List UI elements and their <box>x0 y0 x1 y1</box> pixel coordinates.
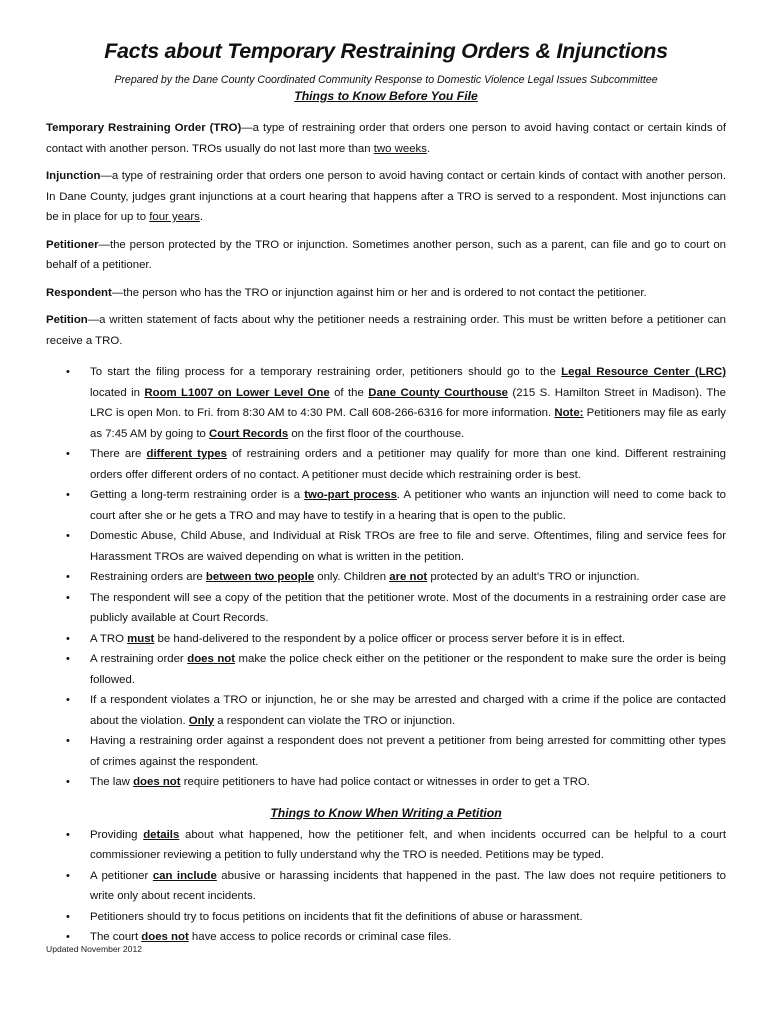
list-text: . A petitioner who wants an injunction will need to come back to court after she or he gets a TRO and may have to testify in a hearing that is open to the public. <box>90 489 726 522</box>
bullet-icon: • <box>66 776 70 788</box>
definition-petition <box>46 310 726 351</box>
list-item <box>46 927 726 948</box>
list-text: Providing <box>90 828 144 841</box>
list-text: a respondent can violate the TRO or injunction. <box>214 714 456 727</box>
list-text: on the first floor of the courthouse. <box>288 427 465 440</box>
list-text: Restraining orders are <box>90 571 206 583</box>
list-text: be hand-delivered to the respondent by a police officer or process server before it is in effect. <box>154 632 626 645</box>
bullet-icon: • <box>66 828 70 841</box>
definition-text: —the person who has the TRO or injunction against him or her and is ordered to not contact the petitioner. <box>111 286 647 299</box>
definition-text: —a type of restraining order that orders one person to avoid having contact or certain kinds of contact with another person. In Dane County, judges grant injunctions at a court hearing that happens after a TRO is served to a respondent. Most injunctions can be in place for up to <box>46 170 726 223</box>
bullet-icon: • <box>66 571 70 583</box>
list-item <box>46 649 726 690</box>
document-page <box>46 36 726 948</box>
list-text: The law <box>90 776 134 788</box>
bullet-icon: • <box>66 632 70 645</box>
emphasis-text: does not <box>141 931 189 943</box>
list-item <box>46 526 726 567</box>
list-text: require petitioners to have had police contact or witnesses in order to get a TRO. <box>180 776 590 788</box>
bullet-icon: • <box>66 694 70 706</box>
list-text: Petitioners should try to focus petitions on incidents that fit the definitions of abuse or harassment. <box>90 910 583 923</box>
bullet-icon: • <box>66 530 70 542</box>
definition-tail: . <box>426 142 431 155</box>
list-item <box>46 629 726 650</box>
bullet-icon: • <box>66 489 70 501</box>
list-text: (215 S. Hamilton Street in Madison). The LRC is open Mon. to Fri. from 8:30 AM to 4:30 PM. Call 608-266-6316 for more information. <box>90 386 726 419</box>
list-text: only. Children <box>314 571 390 583</box>
list-item <box>46 485 726 526</box>
bullet-icon: • <box>66 869 70 882</box>
definition-text: —a written statement of facts about why the petitioner needs a restraining order. This must be written before a petitioner can receive a TRO. <box>46 314 726 347</box>
emphasis-text: must <box>127 632 155 645</box>
list-text: To start the filing process for a temporary restraining order, petitioners should go to the <box>90 366 562 378</box>
definition-term: Temporary Restraining Order (TRO) <box>46 122 242 134</box>
list-item <box>46 825 726 866</box>
emphasis-text: Room L1007 on Lower Level One <box>144 386 330 399</box>
list-text: There are <box>90 448 147 460</box>
bullet-icon: • <box>66 735 70 747</box>
emphasis-text: Court Records <box>209 427 289 440</box>
list-item <box>46 772 726 793</box>
section-heading-writing-petition: Things to Know When Writing a Petition <box>270 805 502 820</box>
emphasis-text: can include <box>152 869 217 882</box>
bullet-icon: • <box>66 910 70 923</box>
definition-text: —a type of restraining order that orders one person to avoid having contact or certain kinds of contact with another person. TROs usually do not last more than <box>46 122 727 155</box>
list-text: A petitioner <box>90 869 153 882</box>
list-item <box>46 731 726 772</box>
definition-tail: . <box>199 211 204 223</box>
list-item <box>46 907 726 928</box>
list-item <box>46 866 726 907</box>
document-title: Facts about Temporary Restraining Orders & Injunctions <box>104 39 668 63</box>
definition-respondent <box>46 283 726 304</box>
emphasis-text: Dane County Courthouse <box>368 386 509 399</box>
list-text: The court <box>90 931 142 943</box>
list-text: Having a restraining order against a respondent does not prevent a petitioner from being arrested for committing other types of crimes against the respondent. <box>90 735 726 768</box>
bullet-icon: • <box>66 931 70 943</box>
emphasis-text: Only <box>188 714 215 727</box>
list-text: Petitioners may file as early as 7:45 AM by going to <box>90 407 726 440</box>
definition-term: Respondent <box>46 286 112 299</box>
list-text: make the police check either on the petitioner or the respondent to make sure the order is being followed. <box>90 653 726 686</box>
definition-text: —the person protected by the TRO or injunction. Sometimes another person, such as a parent, can file and go to court on behalf of a petitioner. <box>46 238 726 271</box>
bullet-icon: • <box>66 591 70 604</box>
definition-tro <box>46 118 726 159</box>
emphasis-text: details <box>143 828 180 841</box>
definition-term: Petitioner <box>46 238 99 251</box>
definition-petitioner <box>46 235 726 276</box>
emphasis-text: four years <box>149 211 200 223</box>
emphasis-text: Note: <box>554 407 584 419</box>
list-text: located in <box>90 386 145 399</box>
list-text: of restraining orders and a petitioner may qualify for more than one kind. Different restraining orders offer different orders of no contact. A petitioner must decide which restraining order is best. <box>90 448 726 481</box>
footer-updated-date: Updated November 2012 <box>46 944 143 954</box>
list-text: Getting a long-term restraining order is a <box>90 489 305 501</box>
definition-injunction <box>46 166 726 228</box>
definition-term: Petition <box>46 314 88 326</box>
emphasis-text: does not <box>187 653 236 665</box>
list-text: abusive or harassing incidents that happened in the past. The law does not require petitioners to write only about recent incidents. <box>90 869 726 902</box>
list-item <box>46 690 726 731</box>
emphasis-text: does not <box>133 776 181 788</box>
emphasis-text: two-part process <box>304 489 397 501</box>
document-subtitle: Prepared by the Dane County Coordinated Community Response to Domestic Violence Legal Issues Subcommittee <box>114 74 658 86</box>
bullet-icon: • <box>66 653 70 665</box>
list-text: A TRO <box>90 632 128 645</box>
list-item <box>46 362 726 444</box>
bullet-icon: • <box>66 448 70 460</box>
list-text: A restraining order <box>90 653 188 665</box>
emphasis-text: between two people <box>205 571 315 583</box>
emphasis-text: are not <box>389 571 428 583</box>
emphasis-text: Legal Resource Center (LRC) <box>561 366 726 378</box>
emphasis-text: two weeks <box>373 142 427 155</box>
list-text: protected by an adult’s TRO or injunction. <box>427 571 640 583</box>
writing-petition-list <box>46 825 726 948</box>
list-text: about what happened, how the petitioner felt, and when incidents occurred can be helpful to a court commissioner reviewing a petition to fully understand why the TRO is needed. Petitions may be typed. <box>90 828 726 861</box>
list-text: The respondent will see a copy of the petition that the petitioner wrote. Most of the documents in a restraining order case are publicly available at Court Records. <box>90 591 726 624</box>
bullet-icon: • <box>66 366 70 378</box>
definition-term: Injunction <box>46 170 101 182</box>
before-you-file-list <box>46 362 726 793</box>
list-text: Domestic Abuse, Child Abuse, and Individual at Risk TROs are free to file and serve. Oftentimes, filing and service fees for Harassment TROs are waived depending on what is written in the petition. <box>90 530 726 563</box>
list-item <box>46 567 726 588</box>
list-text: of the <box>329 386 369 399</box>
list-text: If a respondent violates a TRO or injunction, he or she may be arrested and charged with a crime if the police are contacted about the violation. <box>90 694 726 727</box>
list-item <box>46 444 726 485</box>
list-text: have access to police records or criminal case files. <box>188 931 452 943</box>
emphasis-text: different types <box>146 448 227 460</box>
section-heading-before-you-file: Things to Know Before You File <box>294 89 478 103</box>
list-item <box>46 588 726 629</box>
